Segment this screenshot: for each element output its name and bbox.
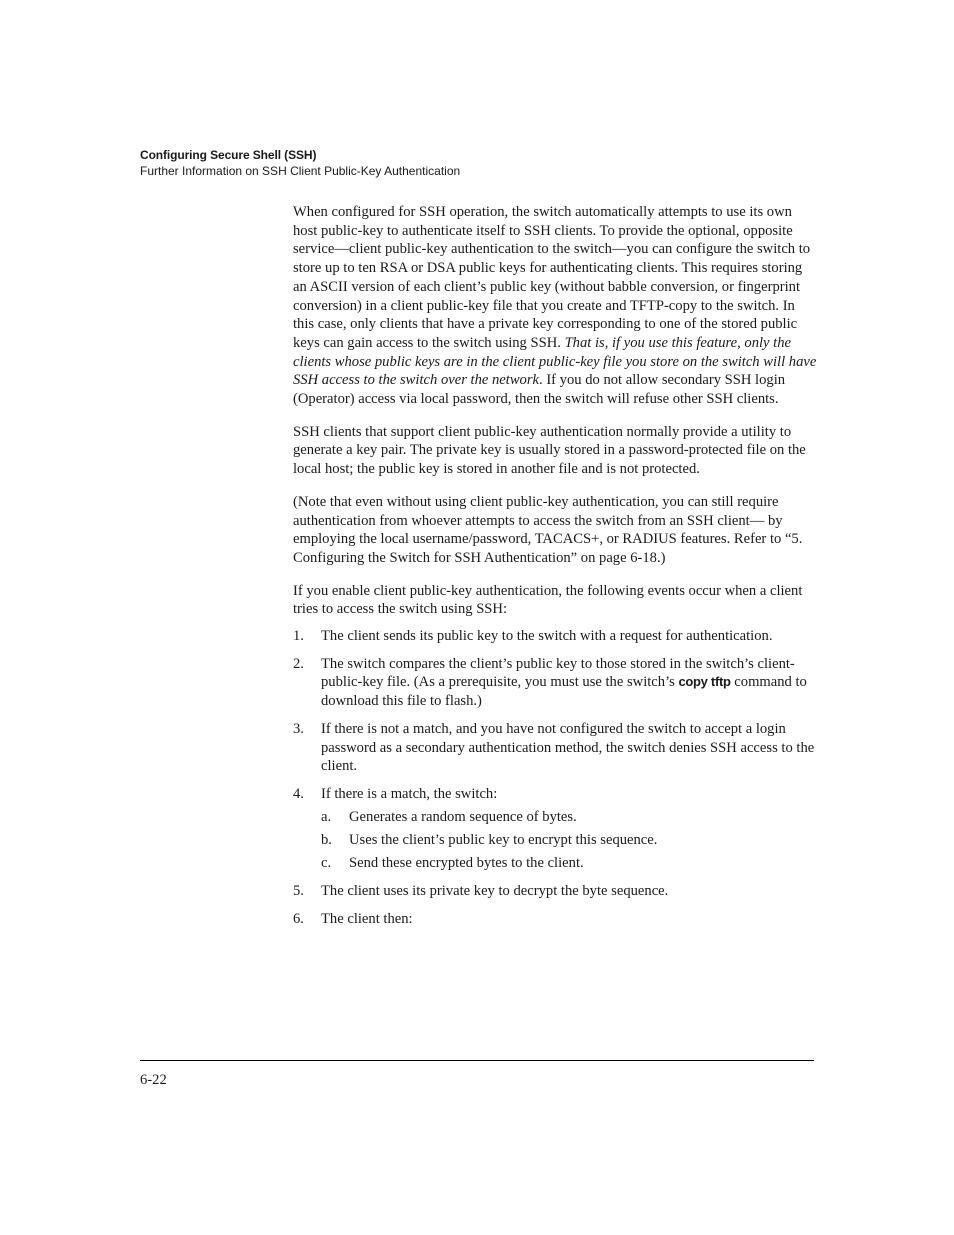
paragraph-intro-text: When configured for SSH operation, the switch automatically attempts to use its own host public-key to authenticate itself to SSH clients. To provide the optional, opposite service—client public-key authentication to the switch—you can configure the switch to store up to ten RSA or DSA public keys for authenticating clients. This requires storing an ASCII version of each client’s public key (without babble conversion, or fingerprint conversion) in a client public-key file that you create and TFTP-copy to the switch. In this case, only clients that have a private key corresponding to one of the stored public keys can gain access to the switch using SSH. [293, 204, 811, 351]
step-text: The client uses its private key to decrypt the byte sequence. [321, 882, 669, 899]
running-header [140, 147, 460, 179]
paragraph-key-pair: SSH clients that support client public-key authentication normally provide a utility to generate a key pair. The private key is usually stored in a password-protected file on the local host; the public key is stored in another file and is not protected. [293, 423, 806, 478]
substeps-list [321, 808, 817, 873]
substep-letter: b. [321, 831, 332, 848]
paragraph-intro-text-end: . If you do not allow secondary SSH login (Operator) access via local password, then the switch will refuse other SSH clients. [293, 372, 786, 408]
list-item [293, 785, 817, 873]
command-text: copy tftp [678, 674, 731, 690]
page-number: 6-22 [140, 1072, 167, 1088]
step-text-end: command to download this file to flash.) [321, 674, 807, 710]
list-item [321, 831, 817, 850]
list-item [321, 854, 817, 873]
body-text [293, 203, 817, 937]
chapter-title: Configuring Secure Shell (SSH) [140, 148, 317, 162]
paragraph-intro [293, 203, 817, 409]
list-item [293, 720, 817, 776]
step-text: If there is a match, the switch: [321, 785, 498, 802]
section-title: Further Information on SSH Client Public-Key Authentication [140, 164, 461, 178]
list-item [321, 808, 817, 827]
list-item [293, 627, 817, 646]
list-item [293, 910, 817, 929]
paragraph-intro-emphasis: That is, if you use this feature, only the clients whose public keys are in the client public-key file you store on the switch will have SSH access to the switch over the network [293, 334, 817, 389]
paragraph-events-intro: If you enable client public-key authentication, the following events occur when a client tries to access the switch using SSH: [293, 582, 803, 618]
list-item [293, 655, 817, 711]
step-text: The client sends its public key to the switch with a request for authentication. [321, 628, 773, 645]
step-number: 1. [293, 628, 304, 645]
footer-rule [140, 1060, 814, 1061]
step-number: 3. [293, 720, 304, 737]
steps-list [293, 627, 817, 928]
substep-text: Send these encrypted bytes to the client. [349, 855, 584, 872]
substep-text: Uses the client’s public key to encrypt this sequence. [349, 831, 658, 848]
step-number: 5. [293, 882, 304, 899]
step-number: 4. [293, 785, 304, 802]
step-number: 2. [293, 655, 304, 672]
step-text: The switch compares the client’s public key to those stored in the switch’s client-public-key file. (As a prerequisite, you must use the switch’s [321, 655, 795, 691]
step-text: If there is not a match, and you have not configured the switch to accept a login password as a secondary authentication method, the switch denies SSH access to the client. [321, 720, 815, 775]
substep-letter: a. [321, 808, 332, 825]
paragraph-note: (Note that even without using client public-key authentication, you can still require authentication from whoever attempts to access the switch from an SSH client— by employing the local username/password, TACACS+, or RADIUS features. Refer to “5. Configuring the Switch for SSH Authentication” on page 6-18.) [293, 493, 803, 566]
list-item [293, 882, 817, 901]
step-number: 6. [293, 910, 304, 927]
substep-text: Generates a random sequence of bytes. [349, 808, 577, 825]
substep-letter: c. [321, 855, 332, 872]
step-text: The client then: [321, 910, 413, 927]
